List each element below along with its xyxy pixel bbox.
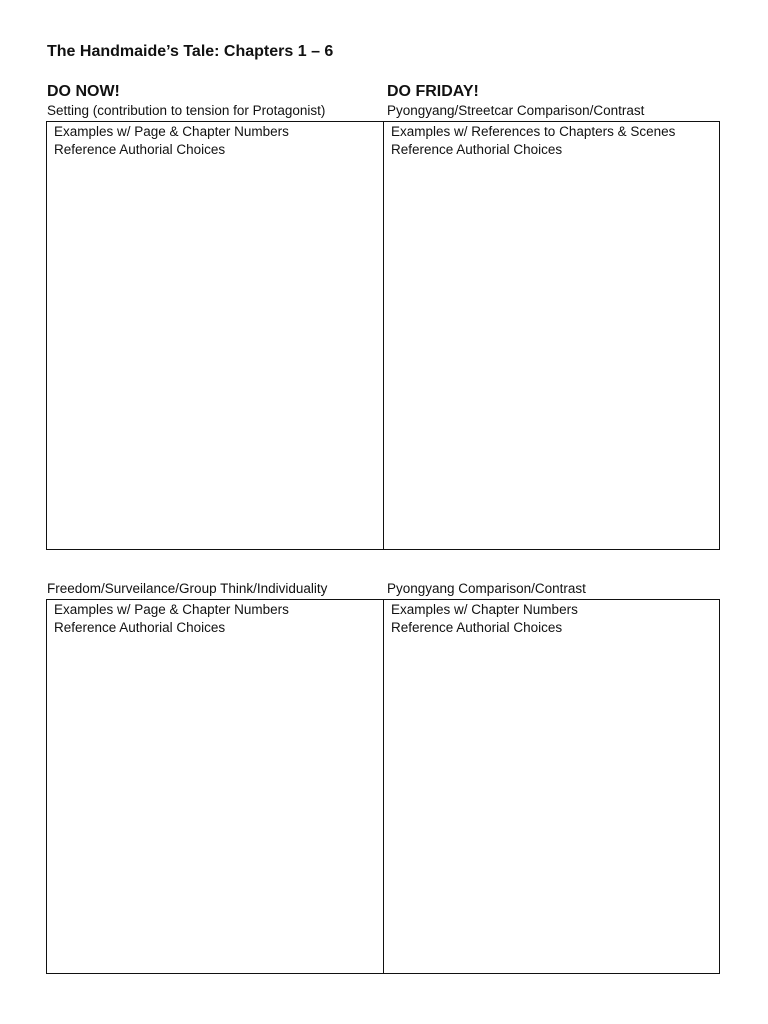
- worksheet-title: The Handmaide’s Tale: Chapters 1 – 6: [47, 43, 334, 60]
- pyongyang-streetcar-response-box[interactable]: [384, 122, 719, 549]
- do-friday-heading: DO FRIDAY!: [387, 83, 479, 100]
- bottom-response-table: [46, 599, 720, 974]
- cell-instruction: Examples w/ Page & Chapter Numbers: [54, 124, 289, 139]
- cell-instruction: Reference Authorial Choices: [54, 619, 226, 635]
- freedom-prompt: Freedom/Surveilance/Group Think/Individuality: [47, 581, 328, 596]
- setting-response-box[interactable]: [47, 122, 384, 549]
- cell-instruction: Examples w/ References to Chapters & Scenes: [391, 124, 676, 139]
- pyongyang-prompt: Pyongyang Comparison/Contrast: [387, 581, 586, 596]
- freedom-response-box[interactable]: [47, 600, 384, 973]
- pyongyang-streetcar-prompt: Pyongyang/Streetcar Comparison/Contrast: [387, 103, 645, 118]
- cell-instruction: Examples w/ Page & Chapter Numbers: [54, 602, 289, 617]
- do-now-heading: DO NOW!: [47, 83, 120, 100]
- pyongyang-response-box[interactable]: [384, 600, 719, 973]
- cell-instruction: Examples w/ Chapter Numbers: [391, 602, 578, 617]
- top-response-table: [46, 121, 720, 550]
- cell-instruction: Reference Authorial Choices: [54, 141, 226, 157]
- cell-instruction: Reference Authorial Choices: [391, 619, 563, 635]
- setting-prompt: Setting (contribution to tension for Protagonist): [47, 103, 326, 118]
- cell-instruction: Reference Authorial Choices: [391, 141, 563, 157]
